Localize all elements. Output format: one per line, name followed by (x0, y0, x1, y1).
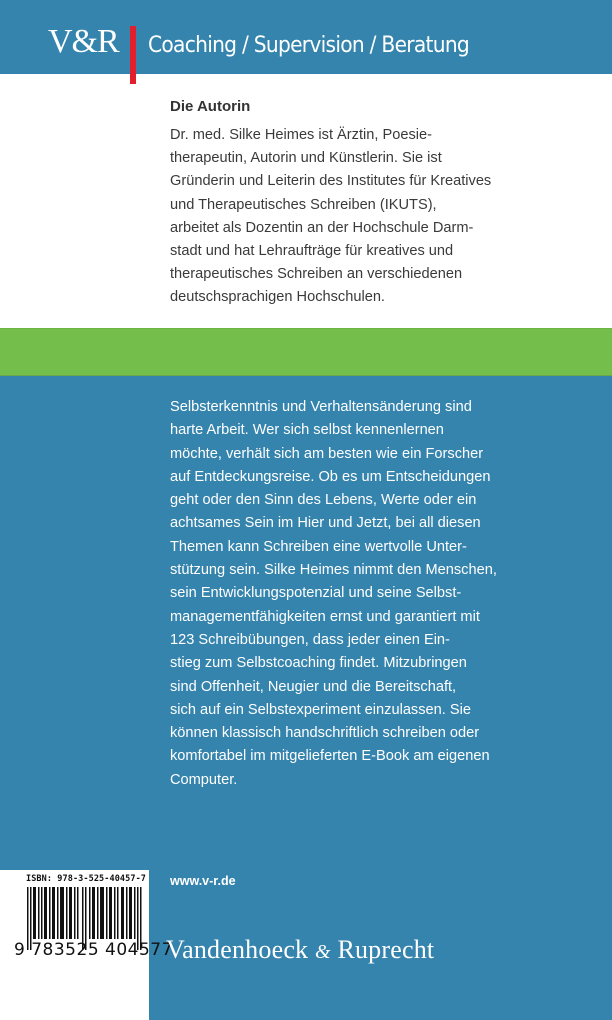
series-title: Coaching / Supervision / Beratung (148, 33, 470, 58)
blurb-line: Themen kann Schreiben eine wertvolle Unter- (170, 538, 467, 555)
blurb-line: können klassisch handschriftlich schreiben oder (170, 725, 480, 742)
publisher-url[interactable]: www.v-r.de (170, 874, 236, 888)
isbn-label: ISBN: 978-3-525-40457-7 (26, 874, 147, 884)
barcode-box (0, 870, 173, 1020)
author-heading: Die Autorin (170, 98, 251, 115)
author-line: und Therapeutisches Schreiben (IKUTS), (170, 196, 437, 213)
blurb-line: harte Arbeit. Wer sich selbst kennenlernen (170, 422, 444, 439)
blurb-line: stützung sein. Silke Heimes nimmt den Menschen, (170, 562, 497, 579)
blurb-line: sich auf ein Selbstexperiment einzulassen. Sie (170, 701, 471, 718)
blurb-line: Computer. (170, 771, 238, 788)
author-line: therapeutin, Autorin und Künstlerin. Sie ist (170, 150, 442, 167)
publisher-name-part2: Ruprecht (337, 935, 435, 964)
ean-digits (14, 940, 173, 960)
blurb-line: stieg zum Selbstcoaching findet. Mitzubringen (170, 655, 467, 672)
publisher-ampersand: & (314, 941, 331, 963)
blurb-line: sein Entwicklungspotenzial und seine Selbst- (170, 585, 462, 602)
blurb-line: möchte, verhält sich am besten wie ein Forscher (170, 445, 484, 462)
author-line: arbeitet als Dozentin an der Hochschule Darm- (170, 219, 474, 236)
vr-logo: V&R (48, 23, 119, 60)
publisher-name (166, 935, 434, 965)
author-bio (170, 124, 492, 310)
green-divider-band (0, 328, 612, 376)
header-band (0, 0, 612, 74)
author-line: therapeutisches Schreiben an verschiedenen (170, 266, 463, 283)
blurb-line: geht oder den Sinn des Lebens, Werte oder ein (170, 492, 477, 509)
ean-first-digit: 9 (14, 940, 26, 960)
blurb-line: auf Entdeckungsreise. Ob es um Entscheidungen (170, 468, 491, 485)
blurb-line: komfortabel im mitgelieferten E-Book am eigenen (170, 748, 490, 765)
book-blurb (170, 396, 530, 792)
blurb-line: managementfähigkeiten ernst und garantiert mit (170, 608, 480, 625)
author-line: Dr. med. Silke Heimes ist Ärztin, Poesie- (170, 127, 432, 143)
author-line: stadt und hat Lehraufträge für kreatives und (170, 243, 454, 260)
author-line: Gründerin und Leiterin des Institutes für Kreatives (170, 173, 492, 190)
author-line: deutschsprachigen Hochschulen. (170, 289, 385, 306)
publisher-name-part1: Vandenhoeck (166, 935, 309, 964)
accent-bar (130, 26, 136, 84)
blurb-line: achtsames Sein im Hier und Jetzt, bei all diesen (170, 515, 481, 532)
blurb-line: Selbsterkenntnis und Verhaltensänderung sind (170, 399, 472, 415)
ean-main-digits: 783525 404577 (31, 940, 173, 960)
blurb-line: 123 Schreibübungen, dass jeder einen Ein- (170, 631, 450, 648)
blurb-line: sind Offenheit, Neugier und die Bereitschaft, (170, 678, 457, 695)
